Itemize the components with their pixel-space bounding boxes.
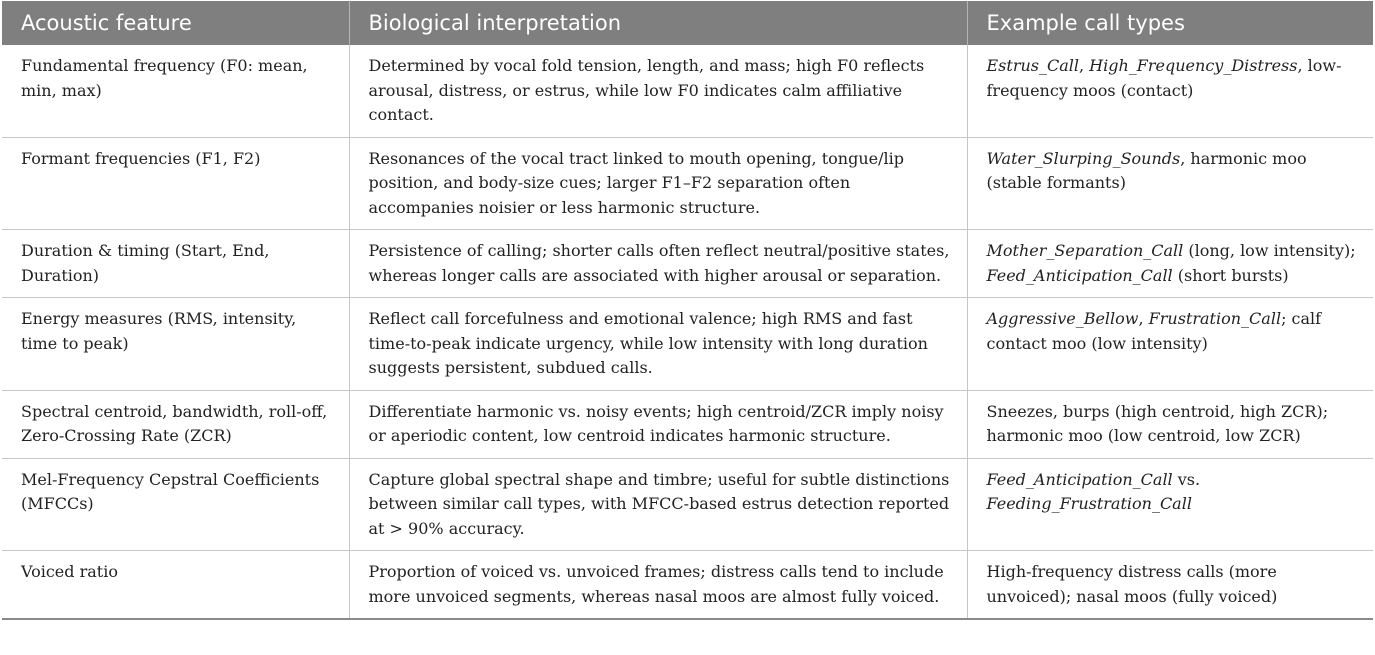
cell-acoustic-feature: Energy measures (RMS, intensity, time to peak) (2, 298, 349, 391)
cell-acoustic-feature: Fundamental frequency (F0: mean, min, max) (2, 45, 349, 137)
example-text: ; calf contact moo (low intensity) (986, 309, 1322, 353)
call-type-name: Water_Slurping_Sounds (986, 148, 1181, 168)
call-type-name: Feeding_Frustration_Call (986, 494, 1192, 513)
acoustic-features-table (2, 1, 1373, 620)
example-text: (short bursts) (1172, 265, 1289, 285)
cell-acoustic-feature: Formant frequencies (F1, F2) (2, 137, 349, 230)
cell-example-call-types (967, 390, 1373, 458)
example-text: , (1079, 56, 1090, 75)
example-text: , harmonic moo (stable formants) (986, 148, 1307, 192)
cell-example-call-types (967, 230, 1373, 298)
table-row (2, 298, 1373, 391)
cell-biological-interpretation: Persistence of calling; shorter calls often reflect neutral/positive states, whereas longer calls are associated with higher arousal or separation. (349, 230, 967, 298)
cell-acoustic-feature: Duration & timing (Start, End, Duration) (2, 230, 349, 298)
cell-acoustic-feature: Mel-Frequency Cepstral Coefficients (MFCCs) (2, 458, 349, 551)
cell-example-call-types (967, 458, 1373, 551)
cell-acoustic-feature: Voiced ratio (2, 551, 349, 620)
cell-biological-interpretation: Proportion of voiced vs. unvoiced frames; distress calls tend to include more unvoiced segments, whereas nasal moos are almost fully voiced. (349, 551, 967, 620)
table-body (2, 45, 1373, 619)
table-header (2, 1, 1373, 45)
cell-example-call-types (967, 45, 1373, 137)
call-type-name: Frustration_Call (1148, 309, 1282, 328)
table-row (2, 230, 1373, 298)
cell-example-call-types (967, 137, 1373, 230)
header-row (2, 1, 1373, 45)
example-text: (long, low intensity); (1183, 241, 1356, 260)
cell-biological-interpretation: Differentiate harmonic vs. noisy events; high centroid/ZCR imply noisy or aperiodic content, low centroid indicates harmonic structure. (349, 390, 967, 458)
cell-example-call-types (967, 551, 1373, 620)
example-text: , (1138, 309, 1149, 328)
call-type-name: Aggressive_Bellow (986, 309, 1139, 328)
example-text: Sneezes, burps (high centroid, high ZCR); harmonic moo (low centroid, low ZCR) (986, 401, 1329, 445)
cell-acoustic-feature: Spectral centroid, bandwidth, roll-off, Zero-Crossing Rate (ZCR) (2, 390, 349, 458)
table-row (2, 45, 1373, 137)
header-example-call-types: Example call types (967, 1, 1373, 45)
cell-biological-interpretation: Determined by vocal fold tension, length, and mass; high F0 reflects arousal, distress, or estrus, while low F0 indicates calm affiliative contact. (349, 45, 967, 137)
cell-example-call-types (967, 298, 1373, 391)
cell-biological-interpretation: Resonances of the vocal tract linked to mouth opening, tongue/lip position, and body-size cues; larger F1–F2 separation often accompanies noisier or less harmonic structure. (349, 137, 967, 230)
table-row (2, 551, 1373, 620)
example-text: , low-frequency moos (contact) (986, 56, 1342, 100)
cell-biological-interpretation: Reflect call forcefulness and emotional valence; high RMS and fast time-to-peak indicate urgency, while low intensity with long duration suggests persistent, subdued calls. (349, 298, 967, 391)
header-acoustic-feature: Acoustic feature (2, 1, 349, 45)
example-text: High-frequency distress calls (more unvoiced); nasal moos (fully voiced) (986, 562, 1278, 606)
header-biological-interpretation: Biological interpretation (349, 1, 967, 45)
table-row (2, 390, 1373, 458)
call-type-name: Feed_Anticipation_Call (986, 469, 1173, 489)
call-type-name: High_Frequency_Distress (1089, 56, 1298, 75)
call-type-name: Feed_Anticipation_Call (986, 265, 1173, 285)
call-type-name: Estrus_Call (986, 56, 1079, 75)
table-row (2, 458, 1373, 551)
example-text: vs. (1172, 469, 1201, 489)
call-type-name: Mother_Separation_Call (986, 241, 1184, 260)
cell-biological-interpretation: Capture global spectral shape and timbre; useful for subtle distinctions between similar call types, with MFCC-based estrus detection reported at > 90% accuracy. (349, 458, 967, 551)
table-row (2, 137, 1373, 230)
